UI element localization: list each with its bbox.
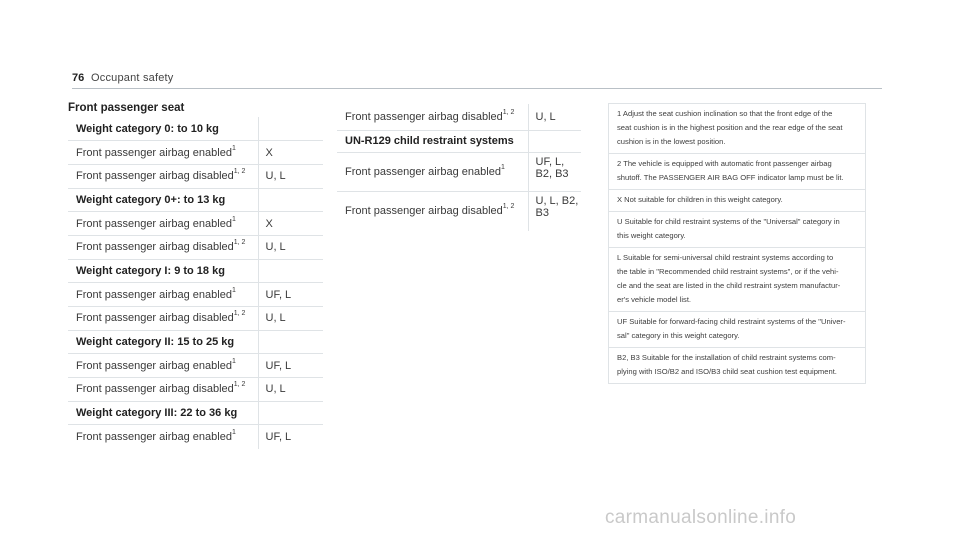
row-value: X [258,212,323,236]
table-row [68,141,323,165]
footnote: 1 Adjust the seat cushion inclination so that the front edge of the seat cushion is in the highest position and the rear edge of the seat cushion is in the lowest position. [609,104,865,154]
category-row [68,117,323,141]
category-label: UN-R129 child restraint systems [337,130,528,152]
table-row [337,104,581,130]
footnote: UF Suitable for forward-facing child restraint systems of the "Univer- sal" category in this weight category. [609,312,865,348]
table-row [68,212,323,236]
table-row [68,307,323,331]
row-label: Front passenger airbag disabled$^{1, 2}$ [337,104,528,130]
row-label: Front passenger airbag enabled$^1$ [337,152,528,191]
row-label: Front passenger airbag disabled$^{1, 2}$ [68,164,258,188]
section-title: Front passenger seat [68,102,185,114]
row-label: Front passenger airbag enabled$^1$ [68,283,258,307]
category-row [337,130,581,152]
row-value: UF, L [258,354,323,378]
footnote: B2, B3 Suitable for the installation of child restraint systems com- plying with ISO/B2 and ISO/B3 child seat cushion test equipment. [617,353,837,376]
category-label: Weight category III: 22 to 36 kg [68,401,258,425]
row-value: U, L [258,235,323,259]
row-label: Front passenger airbag enabled$^1$ [68,212,258,236]
row-label: Front passenger airbag disabled$^{1, 2}$ [345,203,515,218]
footnotes-box [608,103,866,384]
category-row [68,259,323,283]
category-row [68,401,323,425]
category-label: Weight category 0: to 10 kg [68,117,258,141]
table-row [337,191,581,231]
table-row [68,283,323,307]
footnote: L Suitable for semi-universal child restraint systems according to the table in "Recommended child restraint systems", or if the vehi- cle and the seat are listed in the child restraint system manufactur- er's vehicle model list. [609,248,865,312]
row-value: UF, L [258,425,323,449]
row-value: UF, L [258,283,323,307]
table-row [337,152,581,191]
footnote: U Suitable for child restraint systems of the "Universal" category in this weight category. [609,212,865,248]
row-value: X [258,141,323,165]
page-number: 76 [72,72,85,84]
weight-category-table [68,117,323,449]
row-label: Front passenger airbag disabled$^{1, 2}$ [68,378,258,402]
table-row [68,378,323,402]
footnote: 2 The vehicle is equipped with automatic front passenger airbag shutoff. The PASSENGER AIR BAG OFF indicator lamp must be lit. [609,154,865,190]
table-row [68,164,323,188]
page-header [72,70,882,90]
row-label: Front passenger airbag enabled$^1$ [68,354,258,378]
chapter-title: Occupant safety [91,72,174,84]
row-label: Front passenger airbag disabled$^{1, 2}$ [68,235,258,259]
row-label: Front passenger airbag enabled$^1$ [76,429,236,444]
row-value: UF, L, B2, B3 [528,152,581,191]
table-row [68,425,323,449]
category-row [68,188,323,212]
footnote: X Not suitable for children in this weight category. [609,190,865,212]
row-value: U, L [258,307,323,331]
row-value: U, L [258,164,323,188]
category-label: Weight category II: 15 to 25 kg [68,330,258,354]
category-label: Weight category I: 9 to 18 kg [68,259,258,283]
watermark: carmanualsonline.info [605,507,797,528]
un-r129-table [337,104,581,231]
row-value: U, L, B2, B3 [528,191,581,231]
table-row [68,354,323,378]
row-label: Front passenger airbag disabled$^{1, 2}$ [68,307,258,331]
category-label: Weight category 0+: to 13 kg [68,188,258,212]
row-value: U, L [258,378,323,402]
row-value: U, L [528,104,581,130]
table-row [68,235,323,259]
category-row [68,330,323,354]
row-label: Front passenger airbag enabled$^1$ [68,141,258,165]
header-divider [72,88,882,89]
